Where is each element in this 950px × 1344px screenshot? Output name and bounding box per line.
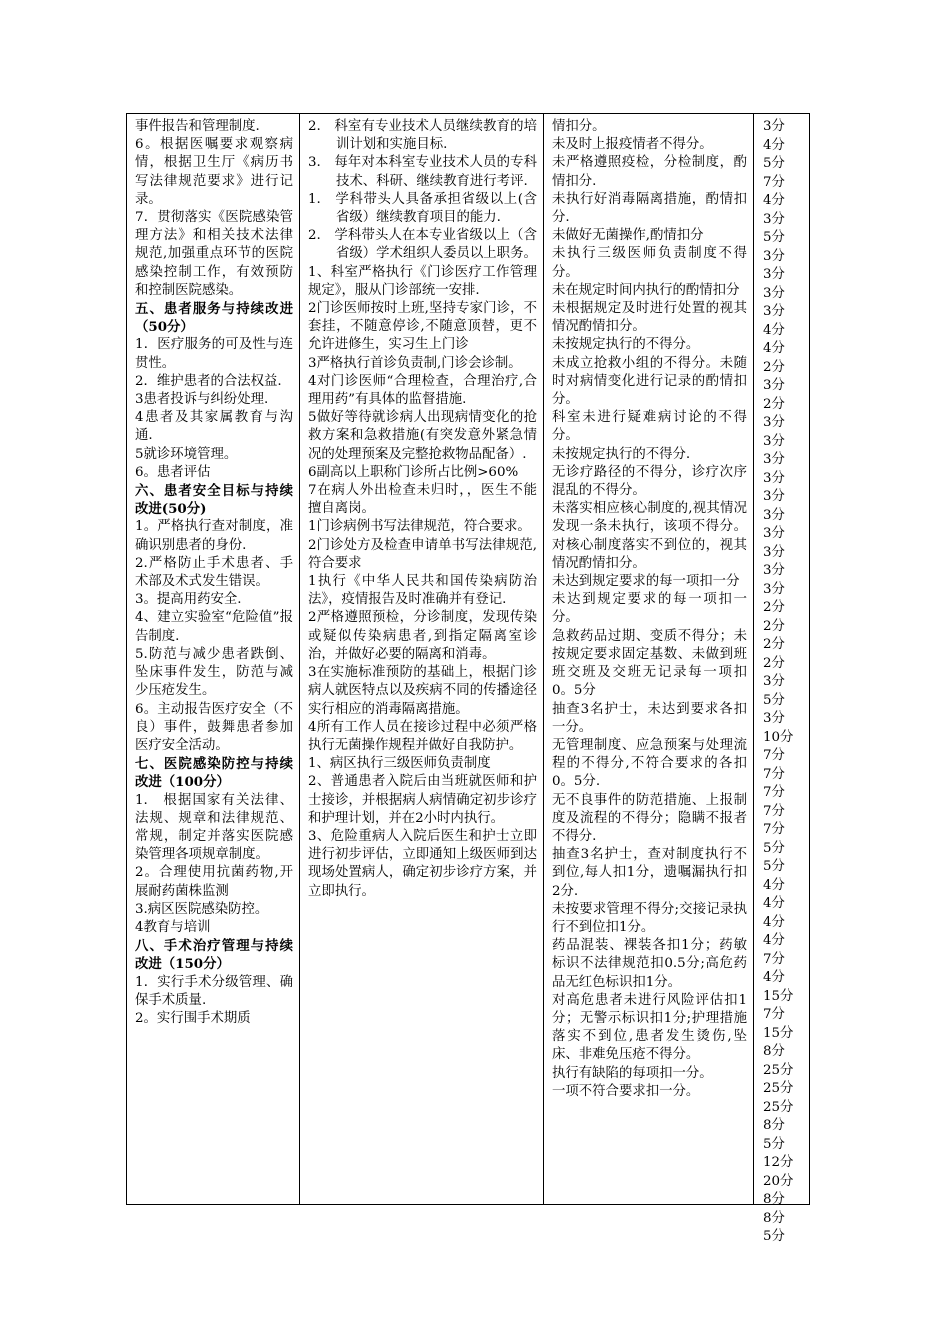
requirement-item: 2、普通患者入院后由当班就医师和护士接诊，并根据病人病情确定初步诊疗和护理计划，并在2小时内执行。 — [308, 774, 537, 826]
score-value: 25分 — [763, 1081, 794, 1096]
section-heading: 八、手术治疗管理与持续改进（150分） — [135, 938, 293, 973]
standard-item: 3.病区医院感染防控。 — [135, 901, 269, 917]
requirement-item: 4所有工作人员在接诊过程中必须严格执行无菌操作规程并做好自我防护。 — [308, 719, 537, 753]
deduction-rule: 未达到规定要求的每一项扣一分。 — [552, 592, 747, 626]
requirement-item: 1执行《中华人民共和国传染病防治法》，疫情报告及时准确并有登记. — [308, 574, 537, 608]
standard-item: 2．维护患者的合法权益. — [135, 373, 282, 389]
column-requirements — [300, 114, 544, 1204]
standard-item: 4教育与培训 — [135, 919, 211, 935]
score-value: 3分 — [763, 526, 785, 541]
deduction-rule: 未严格遵照疫检，分检制度，酌情扣分. — [552, 155, 747, 189]
score-value: 3分 — [763, 211, 785, 227]
deduction-rule: 未落实相应核心制度的,视其情况发现一条未执行，该项不得分。对核心制度落实不到位的，视其情况酌情扣分。 — [552, 501, 747, 571]
deduction-rule: 科室未进行疑难病讨论的不得分。 — [552, 410, 747, 444]
score-value: 7分 — [763, 803, 785, 819]
score-value: 5分 — [763, 1229, 785, 1244]
score-value: 3分 — [763, 489, 785, 504]
requirement-item: 2严格遵照预检，分诊制度，发现传染或疑似传染病患者,到指定隔离室诊治，并做好必要的隔离和消毒。 — [308, 610, 537, 662]
score-value: 4分 — [763, 193, 785, 208]
standard-item: 3。提高用药安全. — [135, 592, 242, 608]
score-value: 15分 — [763, 1025, 794, 1041]
standard-item: 4、建立实验室“危险值”报告制度. — [135, 610, 293, 644]
score-value: 3分 — [763, 415, 785, 430]
score-value: 4分 — [763, 896, 785, 911]
standard-item: 6。患者评估 — [135, 464, 211, 480]
deduction-rule: 未执行好消毒隔离措施，酌情扣分. — [552, 191, 747, 226]
score-value: 3分 — [763, 674, 785, 689]
requirement-item: 3、危险重病人入院后医生和护士立即进行初步评估，立即通知上级医师到达现场处置病人，确定初步诊疗方案，并立即执行。 — [308, 828, 537, 899]
section-heading: 五、患者服务与持续改进（50分） — [135, 301, 293, 336]
standard-item: 2。合理使用抗菌药物,开展耐药菌株监测 — [135, 865, 293, 899]
column-scores — [754, 114, 809, 1244]
deduction-rule: 抽查3名护士，查对制度执行不到位,每人扣1分，遗嘱漏执行扣2分. — [552, 847, 747, 899]
deduction-rule: 未做好无菌操作,酌情扣分 — [552, 228, 704, 244]
requirement-item: 7在病人外出检查未归时，，医生不能擅自离岗。 — [308, 483, 537, 517]
standards-table — [126, 113, 810, 1244]
standard-item: 5.防范与减少患者跌倒、坠床事件发生，防范与减少压疮发生。 — [135, 646, 293, 699]
standard-item: 2.严格防止手术患者、手术部及术式发生错误。 — [135, 555, 293, 590]
score-value: 3分 — [763, 470, 785, 486]
requirement-item: 1门诊病例书写法律规范，符合要求。 — [308, 519, 531, 535]
score-value: 7分 — [763, 951, 785, 967]
requirement-item: 2. 科室有专业技术人员继续教育的培训计划和实施目标. — [308, 119, 537, 153]
score-value: 7分 — [763, 748, 785, 763]
deduction-rule: 未达到规定要求的每一项扣一分 — [552, 574, 740, 590]
score-value: 15分 — [763, 988, 794, 1004]
deduction-rule: 无诊疗路径的不得分，诊疗次序混乱的不得分。 — [552, 464, 747, 499]
score-value: 3分 — [763, 544, 785, 560]
requirement-item: 1、科室严格执行《门诊医疗工作管理规定》，服从门诊部统一安排. — [308, 264, 537, 298]
deduction-rule: 执行有缺陷的每项扣一分。 — [552, 1065, 713, 1081]
requirement-item: 6副高以上职称门诊所占比例>60% — [308, 464, 519, 480]
score-value: 3分 — [763, 433, 785, 449]
requirement-item: 5做好等待就诊病人出现病情变化的抢救方案和急救措施(有突发意外紧急情况的处理预案及完整抢救物品配备）. — [308, 410, 537, 462]
score-value: 8分 — [763, 1044, 785, 1059]
standard-item: 1。严格执行查对制度，准确识别患者的身份. — [135, 519, 293, 553]
score-value: 2分 — [763, 396, 785, 412]
score-value: 2分 — [763, 618, 785, 634]
deduction-rule: 未执行三级医师负责制度不得分。 — [552, 246, 747, 280]
score-value: 2分 — [763, 600, 785, 615]
score-value: 4分 — [763, 137, 785, 153]
requirement-item: 2. 学科带头人在本专业省级以上（含省级）学术组织人委员以上职务。 — [308, 228, 537, 262]
score-value: 4分 — [763, 933, 785, 948]
score-value: 7分 — [763, 174, 785, 190]
requirement-item: 3. 每年对本科室专业技术人员的专科技术、科研、继续教育进行考评. — [308, 155, 537, 189]
score-value: 7分 — [763, 785, 785, 800]
score-value: 4分 — [763, 341, 785, 356]
requirement-item: 4对门诊医师“合理检查，合理治疗,合理用药”有具体的监督措施. — [308, 373, 537, 408]
score-value: 3分 — [763, 563, 785, 578]
score-value: 25分 — [763, 1099, 794, 1115]
score-value: 5分 — [763, 692, 785, 708]
requirement-item: 3严格执行首诊负责制,门诊会诊制。 — [308, 355, 522, 371]
score-value: 3分 — [763, 507, 785, 523]
score-value: 5分 — [763, 230, 785, 245]
score-value: 10分 — [763, 729, 794, 745]
standard-item: 3患者投诉与纠纷处理. — [135, 392, 269, 408]
score-value: 7分 — [763, 766, 785, 782]
standard-item: 5就诊环境管理。 — [135, 446, 238, 462]
score-value: 5分 — [763, 156, 785, 171]
deduction-rule: 情扣分。 — [552, 119, 606, 134]
score-value: 8分 — [763, 1118, 785, 1133]
score-value: 5分 — [763, 859, 785, 874]
score-value: 3分 — [763, 711, 785, 726]
score-value: 4分 — [763, 914, 785, 930]
deduction-rule: 对高危患者未进行风险评估扣1分；无警示标识扣1分;护理措施落实不到位,患者发生烫伤,坠床、非难免压疮不得分。 — [552, 992, 747, 1063]
column-deduction-rules — [544, 114, 754, 1204]
standard-item: 1．实行手术分级管理、确保手术质量. — [135, 974, 293, 1008]
score-value: 5分 — [763, 840, 785, 856]
score-value: 3分 — [763, 119, 785, 134]
deduction-rule: 药品混装、裸装各扣1分；药敏标识不法律规范扣0.5分;高危药品无红色标识扣1分。 — [552, 938, 747, 990]
standard-item: 7．贯彻落实《医院感染管理方法》和相关技术法律规范,加强重点环节的医院感染控制工作，有效预防和控制医院感染。 — [135, 210, 293, 298]
score-value: 2分 — [763, 655, 785, 671]
score-value: 3分 — [763, 378, 785, 393]
deduction-rule: 未及时上报疫情者不得分。 — [552, 137, 713, 153]
standard-item: 6。根据医嘱要求观察病情，根据卫生厅《病历书写法律规范要求》进行记录。 — [135, 137, 293, 207]
score-value: 3分 — [763, 304, 785, 319]
score-value: 3分 — [763, 581, 785, 597]
standard-item: 1．医疗服务的可及性与连贯性。 — [135, 337, 293, 371]
score-value: 25分 — [763, 1062, 794, 1078]
score-value: 5分 — [763, 1136, 785, 1152]
score-value: 3分 — [763, 452, 785, 467]
score-value: 12分 — [763, 1155, 794, 1170]
standard-item: 1. 根据国家有关法律、法规、规章和法律规范、常规，制定并落实医院感染管理各项规章制度。 — [135, 792, 293, 863]
score-value: 7分 — [763, 822, 785, 837]
standard-item: 事件报告和管理制度. — [135, 119, 260, 134]
score-value: 4分 — [763, 970, 785, 985]
requirement-item: 1、病区执行三级医师负责制度 — [308, 756, 491, 772]
standard-item: 2。实行围手术期质 — [135, 1010, 251, 1026]
score-value: 2分 — [763, 637, 785, 652]
score-value: 20分 — [763, 1173, 794, 1189]
score-value: 4分 — [763, 322, 785, 338]
score-value: 3分 — [763, 285, 785, 301]
deduction-rule: 未按规定执行的不得分。 — [552, 337, 700, 353]
deduction-rule: 一项不符合要求扣一分。 — [552, 1083, 700, 1099]
deduction-rule: 未根据规定及时进行处置的视其情况酌情扣分。 — [552, 301, 747, 335]
score-value: 7分 — [763, 1007, 785, 1022]
score-value: 3分 — [763, 248, 785, 264]
deduction-rule: 未按规定执行的不得分. — [552, 446, 691, 462]
score-value: 8分 — [763, 1192, 785, 1207]
deduction-rule: 未成立抢救小组的不得分。未随时对病情变化进行记录的酌情扣分。 — [552, 355, 747, 408]
deduction-rule: 未在规定时间内执行的酌情扣分 — [552, 282, 740, 298]
deduction-rule: 未按要求管理不得分;交接记录执行不到位扣1分。 — [552, 901, 747, 935]
requirement-item: 2门诊处方及检查申请单书写法律规范,符合要求 — [308, 537, 537, 571]
section-heading: 六、患者安全目标与持续改进(50分) — [135, 483, 293, 518]
score-value: 8分 — [763, 1210, 785, 1226]
deduction-rule: 无不良事件的防范措施、上报制度及流程的不得分；隐瞒不报者不得分. — [552, 792, 747, 844]
column-standards — [127, 114, 300, 1204]
score-value: 3分 — [763, 267, 785, 282]
standard-item: 6。主动报告医疗安全（不良）事件，鼓舞患者参加医疗安全活动。 — [135, 701, 293, 753]
score-value: 2分 — [763, 359, 785, 375]
requirement-item: 3在实施标准预防的基础上，根据门诊病人就医特点以及疾病不同的传播途径实行相应的消毒隔离措施。 — [308, 665, 537, 717]
deduction-rule: 无管理制度、应急预案与处理流程的不得分,不符合要求的各扣0。5分. — [552, 737, 747, 790]
deduction-rule: 抽查3名护士，未达到要求各扣一分。 — [552, 701, 747, 735]
requirement-item: 1. 学科带头人具备承担省级以上(含省级）继续教育项目的能力. — [308, 191, 537, 226]
score-value: 4分 — [763, 877, 785, 893]
requirement-item: 2门诊医师按时上班,坚持专家门诊，不套挂，不随意停诊,不随意顶替，更不允许进修生，实习生上门诊 — [308, 301, 537, 353]
standard-item: 4患者及其家属教育与沟通. — [135, 410, 293, 444]
deduction-rule: 急救药品过期、变质不得分；未按规定要求固定基数、未做到班班交班及交班无记录每一项扣0。5分 — [552, 628, 747, 699]
section-heading: 七、医院感染防控与持续改进（100分） — [135, 756, 293, 791]
